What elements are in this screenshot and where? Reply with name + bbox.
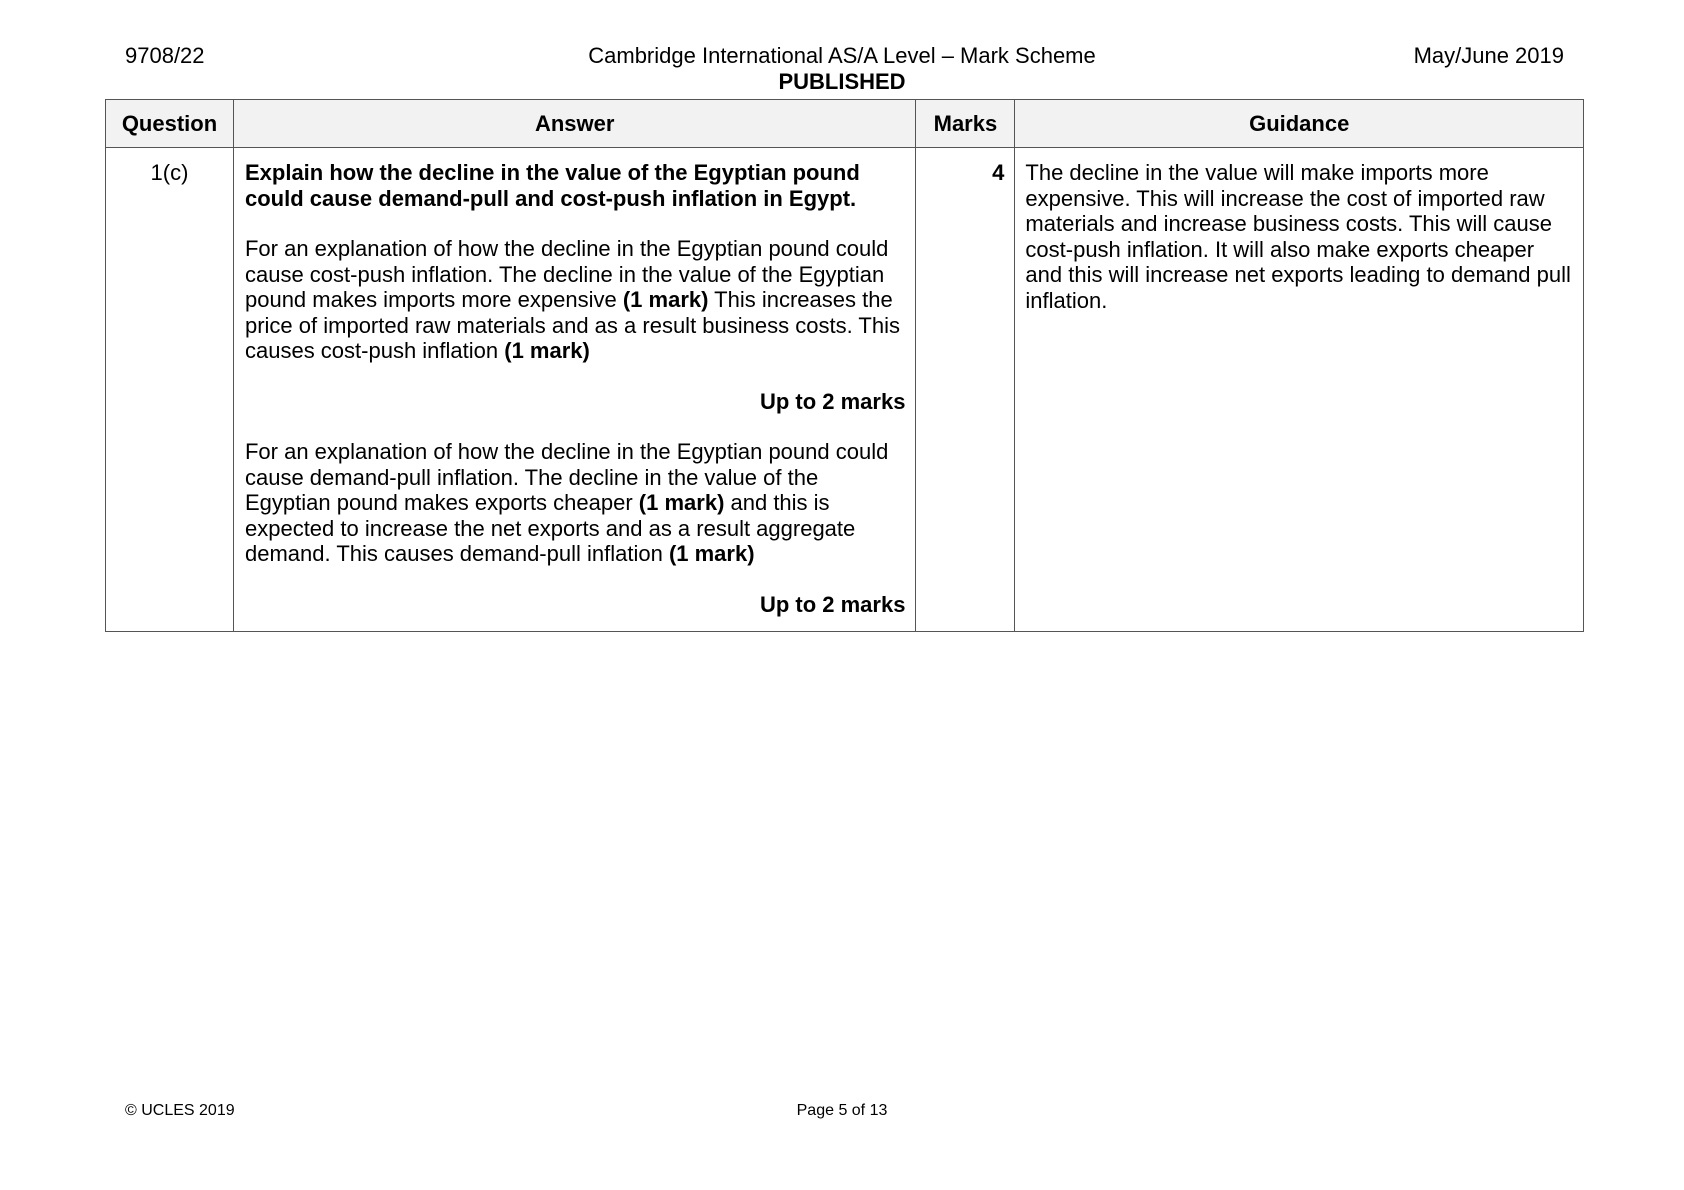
table-header-row xyxy=(106,100,1584,148)
demand-pull-explanation xyxy=(245,439,905,567)
question-prompt: Explain how the decline in the value of the Egyptian pound could cause demand-pull and cost-push inflation in Egypt. xyxy=(244,160,860,211)
column-header-guidance: Guidance xyxy=(1015,100,1584,148)
exam-session: May/June 2019 xyxy=(1413,43,1564,68)
copyright: © UCLES 2019 xyxy=(125,1102,235,1119)
column-header-question: Question xyxy=(106,100,234,148)
table-row xyxy=(106,148,1584,632)
guidance-text: The decline in the value will make imports more expensive. This will increase the cost of imported raw materials and increase business costs. This will cause cost-push inflation. It will also make exports cheaper and this will increase net exports leading to demand pull inflation. xyxy=(1015,148,1584,632)
mark-label: (1 mark) xyxy=(622,287,709,312)
cost-push-text-2: This increases the price of imported raw materials and as a result business costs. This causes cost-push inflation xyxy=(244,287,900,363)
answer-cell xyxy=(233,148,915,632)
up-to-marks-cost-push: Up to 2 marks xyxy=(759,388,906,414)
demand-pull-text-2: and this is expected to increase the net exports and as a result aggregate demand. This causes demand-pull inflation xyxy=(244,490,856,566)
document-title: Cambridge International AS/A Level – Mark Scheme xyxy=(588,43,1096,68)
question-number: 1(c) xyxy=(106,148,234,632)
cost-push-text-1: For an explanation of how the decline in the Egyptian pound could cause cost-push inflation. The decline in the value of the Egyptian pound makes imports more expensive xyxy=(244,236,889,312)
published-label: PUBLISHED xyxy=(778,69,906,94)
column-header-answer: Answer xyxy=(233,100,915,148)
mark-label: (1 mark) xyxy=(638,490,725,515)
cost-push-explanation xyxy=(245,236,905,364)
mark-label: (1 mark) xyxy=(504,338,590,363)
mark-label: (1 mark) xyxy=(668,541,755,566)
mark-scheme-table xyxy=(105,99,1584,632)
page-number: Page 5 of 13 xyxy=(796,1102,888,1119)
document-code: 9708/22 xyxy=(125,43,205,68)
demand-pull-text-1: For an explanation of how the decline in the Egyptian pound could cause demand-pull inflation. The decline in the value of the Egyptian pound makes exports cheaper xyxy=(244,439,889,515)
up-to-marks-demand-pull: Up to 2 marks xyxy=(759,591,906,617)
marks-value: 4 xyxy=(916,148,1015,632)
column-header-marks: Marks xyxy=(916,100,1015,148)
